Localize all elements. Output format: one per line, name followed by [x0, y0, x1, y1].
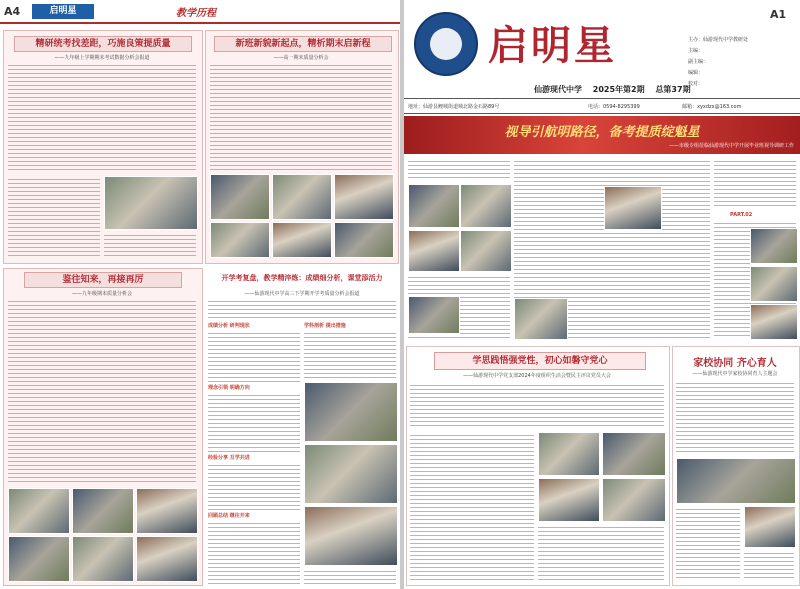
article-4-title: 开学考复盘，教学精淬炼：成绩细分析，课堂添活力 [208, 270, 396, 286]
article-4-subhead-4: 回顾总结 继往开来 [208, 513, 250, 519]
article-3-photo-5 [72, 536, 134, 582]
email-text: 邮箱：xyxdzx@163.com [682, 104, 742, 110]
article-4-subtitle: ——仙游现代中学高三下学期开学考质量分析会报道 [244, 291, 360, 297]
lead-photo-2 [460, 184, 512, 228]
article-2-text [210, 62, 392, 170]
headline-subtitle: ——市级专组莅临仙游现代中学开展毕业班视导调研工作 [668, 143, 794, 149]
family-text-1 [676, 380, 794, 454]
issue-number: 2025年第2期 [592, 85, 645, 94]
article-3-photo-4 [8, 536, 70, 582]
article-1-text-2 [8, 176, 100, 256]
family-text-2 [676, 506, 740, 580]
article-4-subhead-2: 理念引领 明确方向 [208, 385, 250, 391]
side-part-label: PART.02 [730, 212, 753, 218]
article-4-text-3 [208, 392, 300, 452]
article-3-photo-1 [8, 488, 70, 534]
article-4-text-6 [304, 330, 396, 378]
brand-label: 启明星 [32, 4, 94, 19]
article-4-photo-3 [304, 506, 398, 566]
phone-text: 电话：0594-8295399 [588, 104, 640, 110]
contact-bar [404, 98, 800, 114]
article-3-text [8, 298, 196, 484]
lead-photo-4 [460, 230, 512, 272]
article-4-subhead-1: 成绩分析 研判现状 [208, 323, 250, 329]
info-line-2: 主编： [688, 48, 704, 54]
article-1-subtitle: ——九年级上学期期末考试数据分析会报道 [54, 55, 150, 61]
info-line-5: 校对： [688, 81, 704, 87]
party-text-2 [410, 432, 534, 580]
article-4-text-5 [208, 520, 300, 584]
article-2-subtitle: ——高一期末质量分析会 [273, 55, 329, 61]
article-4-photo-1 [304, 382, 398, 442]
party-article-title: 学思践悟强党性，初心如磐守党心 [434, 352, 646, 370]
party-photo-2 [602, 432, 666, 476]
article-4-text-2 [208, 330, 300, 382]
lead-text-1 [408, 158, 510, 180]
info-line-3: 副主编： [688, 59, 709, 65]
masthead-title: 启明星 [488, 22, 617, 69]
lead-photo-7 [514, 298, 568, 340]
party-text-3 [538, 524, 664, 580]
party-text-1 [410, 382, 664, 428]
article-2-photo-5 [272, 222, 332, 258]
article-1-photo [104, 176, 198, 230]
lead-photo-6 [604, 186, 662, 230]
article-4-photo-2 [304, 444, 398, 504]
lead-photo-8 [750, 228, 798, 264]
article-3-subtitle: ——九年级期末质量分析会 [71, 291, 132, 297]
page-number: A1 [770, 8, 787, 21]
lead-photo-10 [750, 304, 798, 340]
family-photo-1 [676, 458, 796, 504]
article-3-photo-6 [136, 536, 198, 582]
article-2-photo-2 [272, 174, 332, 220]
article-2-photo-3 [334, 174, 394, 220]
issue-total: 总第37期 [655, 85, 691, 94]
info-line-1: 主办：仙游现代中学教研处 [688, 37, 749, 43]
party-photo-3 [538, 478, 600, 522]
party-photo-1 [538, 432, 600, 476]
article-4-text-1 [208, 298, 396, 320]
article-1-text-3 [104, 232, 196, 256]
article-2-photo-6 [334, 222, 394, 258]
column-label: 教学历程 [176, 8, 216, 19]
article-2-photo-1 [210, 174, 270, 220]
headline-title: 视导引航明路径，备考提质绽魁星 [504, 125, 700, 140]
lead-photo-3 [408, 230, 460, 272]
article-2-title: 新班新貌新起点，精析期末启新程 [214, 36, 392, 52]
info-line-4: 编辑： [688, 70, 704, 76]
lead-photo-1 [408, 184, 460, 228]
school-seal-icon [414, 12, 478, 76]
school-name: 仙游现代中学 [534, 85, 582, 94]
lead-text-4 [714, 158, 796, 206]
party-photo-4 [602, 478, 666, 522]
lead-photo-5 [408, 296, 460, 334]
article-4-text-7 [304, 568, 396, 584]
article-3-title: 鉴往知来，再接再厉 [24, 272, 182, 288]
family-article-subtitle: ——仙游现代中学家校协同育人主题会 [692, 371, 778, 377]
article-1-text [8, 62, 196, 172]
family-text-3 [744, 550, 794, 580]
article-4-text-4 [208, 462, 300, 510]
family-photo-2 [744, 506, 796, 548]
article-1-title: 精研统考找差距，巧施良策提质量 [14, 36, 192, 52]
article-3-photo-2 [72, 488, 134, 534]
lead-photo-9 [750, 266, 798, 302]
headline-banner [404, 116, 800, 154]
article-4-subhead-3: 经验分享 互学共进 [208, 455, 250, 461]
party-article-subtitle: ——仙游现代中学党支部2024年度组织生活会暨民主评议党员大会 [463, 373, 611, 379]
issue-line [534, 84, 691, 95]
address-text: 地址：仙游县鲤城街道城北路金石路89号 [408, 104, 500, 110]
article-4-subhead-5: 学科剖析 提出措施 [304, 323, 346, 329]
article-3-photo-3 [136, 488, 198, 534]
article-2-photo-4 [210, 222, 270, 258]
page-header-bar [0, 0, 400, 24]
page-number: A4 [4, 5, 21, 18]
right-page [404, 0, 800, 589]
family-article-title: 家校协同 齐心育人 [693, 358, 777, 369]
